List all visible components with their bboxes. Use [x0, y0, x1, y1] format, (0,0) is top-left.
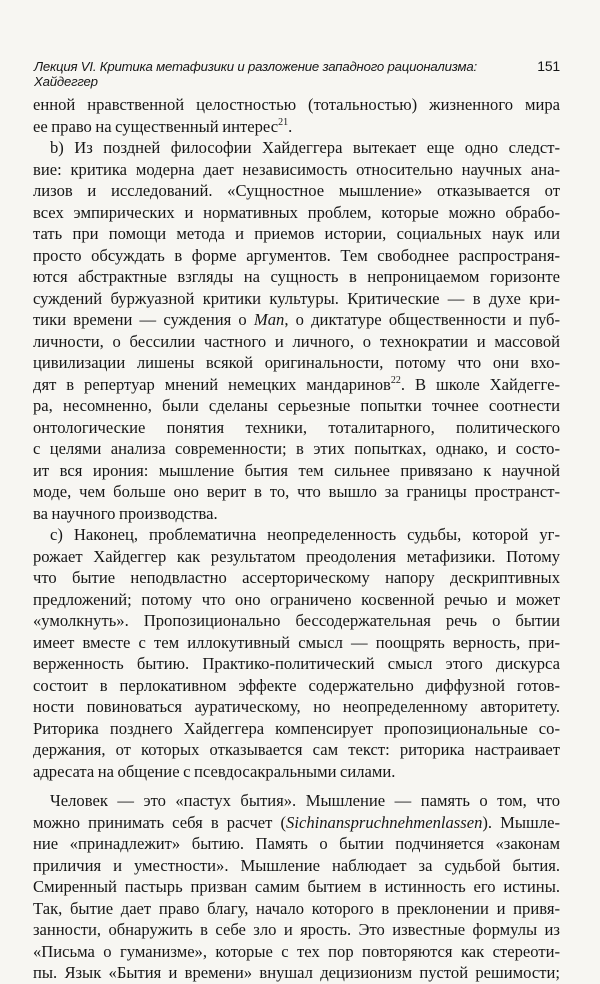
- text-line: всех эмпирических и нормативных проблем, которые можно обрабо-: [33, 202, 560, 222]
- text-line: ит вся ирония: мышление бытия тем сильнее привязано к научной: [33, 460, 560, 480]
- italic-term: Man: [253, 310, 285, 329]
- text-line: енной нравственной целостностью (тотальностью) жизненного мира: [33, 95, 560, 114]
- text-line: тики времени — суждения о Man, о диктатуре общественности и пуб-: [33, 310, 560, 329]
- text-line: тать при помощи метода и приемов истории, социальных наук или: [33, 224, 560, 243]
- body-text: [33, 94, 560, 984]
- text-line: пы. Язык «Бытия и времени» внушал децизионизм пустой решимости;: [33, 963, 560, 982]
- text-line: что бытие неподвластно ассерторическому напору дескриптивных: [33, 568, 560, 587]
- text-line: адресата на общение с псевдосакральными силами.: [33, 761, 396, 781]
- text-line: верженность бытию. Практико-политический смысл этого дискурса: [33, 654, 560, 673]
- text-line: ются абстрактные взгляды на сущность в непроницаемом горизонте: [33, 267, 560, 286]
- text-line: можно принимать себя в расчет (Sichinanspruchnehmenlassen). Мышле-: [33, 812, 561, 832]
- text-line: рожает Хайдеггер как результатом преодоления метафизики. Потому: [33, 546, 560, 566]
- text-line: предложений; потому что оно ограничено косвенной речью и может: [33, 589, 560, 609]
- text-line: «умолкнуть». Пропозиционально бессодержательная речь о бытии: [33, 611, 560, 630]
- paragraph: [33, 137, 560, 524]
- text-line: ра, несомненно, были сделаны серьезные попытки точнее соотнести: [33, 396, 560, 415]
- text-line: с целями анализа современности; в этих попытках, однако, и состо-: [33, 439, 560, 458]
- paragraph: [33, 524, 560, 782]
- text-line: b) Из поздней философии Хайдеггера вытекает еще одно следст-: [50, 138, 560, 157]
- page-number: 151: [537, 58, 560, 74]
- text-line: Так, бытие дает право благу, начало которого в преклонении и привя-: [33, 898, 560, 918]
- text-line: Смиренный пастырь призван самим бытием в истинность его истины.: [33, 877, 560, 896]
- text-line: просто обсуждать в форме аргументов. Тем свободнее распространя-: [33, 245, 560, 265]
- footnote-ref[interactable]: 22: [390, 374, 401, 386]
- italic-term: Sichinanspruchnehmenlassen: [286, 812, 483, 832]
- text-line: держания, от которых отказывается сам текст: риторика настраивает: [33, 740, 560, 759]
- text-line: личности, о бессилии частного и личного, о технократии и массовой: [33, 331, 560, 351]
- text-line: цивилизации лишены всякой оригинальности, потому что они вхо-: [33, 353, 560, 372]
- text-line: ности повиноваться ауратическому, но неопределенному авторитету.: [33, 697, 560, 716]
- text-line: лизов и исследований. «Сущностное мышление» отказывается от: [33, 181, 560, 200]
- text-line: занности, обнаружить в себе зло и ярость. Это известные формулы из: [33, 920, 560, 939]
- text-line: приличия и уместности». Мышление наблюдает за судьбой бытия.: [33, 855, 560, 875]
- text-line: имеет вместе с тем иллокутивный смысл — поощрять верность, при-: [33, 632, 560, 652]
- text-line: ва научного производства.: [33, 503, 218, 523]
- text-line: ее право на существенный интерес$^{21}$.: [33, 116, 293, 136]
- paragraph: [33, 94, 560, 137]
- text-line: «Письма о гуманизме», которые с тех пор повторяются как стереоти-: [33, 941, 560, 961]
- running-title: Лекция VI. Критика метафизики и разложение западного рационализма: Хайдеггер: [34, 59, 477, 89]
- paragraph: [33, 790, 560, 984]
- text-line: c) Наконец, проблематична неопределенность судьбы, которой уг-: [50, 525, 560, 544]
- text-line: Человек — это «пастух бытия». Мышление — память о том, что: [50, 791, 560, 810]
- text-line: дят в репертуар мнений немецких мандаринов$^{22}$. В школе Хайдегге-: [33, 374, 560, 394]
- text-line: состоит в перлокативном эффекте содержательно диффузной готов-: [33, 675, 560, 695]
- text-line: ние «принадлежит» бытию. Память о бытии подчиняется «законам: [33, 834, 560, 853]
- text-line: моде, чем больше оно верит в то, что вышло за границы пространст-: [33, 482, 560, 501]
- page-header: [34, 58, 560, 89]
- text-line: онтологические понятия техники, тоталитарного, политического: [33, 417, 560, 437]
- footnote-ref[interactable]: 21: [278, 116, 289, 128]
- text-line: Риторика позднего Хайдеггера компенсирует пропозициональные со-: [33, 718, 560, 738]
- text-line: вие: критика модерна дает независимость относительно научных ана-: [33, 159, 560, 179]
- text-line: суждений буржуазной критики культуры. Критические — в духе кри-: [33, 288, 560, 308]
